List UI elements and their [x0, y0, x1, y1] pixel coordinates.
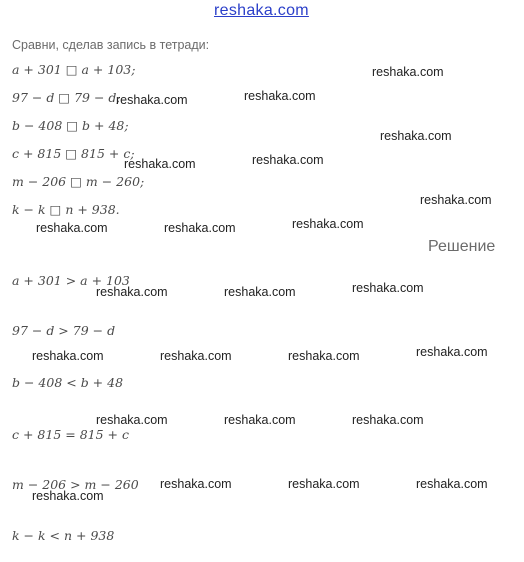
watermark: reshaka.com	[372, 65, 444, 79]
task-expression: m − 206 □ m − 260;	[12, 174, 145, 189]
watermark: reshaka.com	[244, 89, 316, 103]
watermark: reshaka.com	[160, 477, 232, 491]
watermark: reshaka.com	[416, 345, 488, 359]
solution-expression: c + 815 = 815 + c	[12, 427, 129, 442]
task-expression: a + 301 □ a + 103;	[12, 62, 136, 77]
task-expression: 97 − d □ 79 − d;	[12, 90, 121, 105]
solution-expression: b − 408 < b + 48	[12, 375, 124, 390]
solution-expression: 97 − d > 79 − d	[12, 323, 116, 338]
watermark: reshaka.com	[36, 221, 108, 235]
watermark: reshaka.com	[380, 129, 452, 143]
watermark: reshaka.com	[288, 477, 360, 491]
watermark: reshaka.com	[124, 157, 196, 171]
watermark: reshaka.com	[352, 413, 424, 427]
solution-expression: k − k < n + 938	[12, 528, 115, 543]
task-instruction: Сравни, сделав запись в тетради:	[12, 38, 210, 52]
watermark: reshaka.com	[416, 477, 488, 491]
watermark: reshaka.com	[288, 349, 360, 363]
solution-expression: m − 206 > m − 260	[12, 477, 139, 492]
site-title[interactable]: reshaka.com	[214, 2, 309, 19]
solution-expression: a + 301 > a + 103	[12, 273, 130, 288]
task-expression: c + 815 □ 815 + c;	[12, 146, 135, 161]
watermark: reshaka.com	[292, 217, 364, 231]
watermark: reshaka.com	[96, 413, 168, 427]
watermark: reshaka.com	[32, 489, 104, 503]
task-expression: k − k □ n + 938.	[12, 202, 120, 217]
task-expression: b − 408 □ b + 48;	[12, 118, 129, 133]
watermark: reshaka.com	[96, 285, 168, 299]
watermark: reshaka.com	[32, 349, 104, 363]
watermark: reshaka.com	[252, 153, 324, 167]
watermark: reshaka.com	[164, 221, 236, 235]
watermark: reshaka.com	[224, 413, 296, 427]
watermark: reshaka.com	[224, 285, 296, 299]
watermark: reshaka.com	[420, 193, 492, 207]
watermark: reshaka.com	[352, 281, 424, 295]
watermark: reshaka.com	[116, 93, 188, 107]
watermark: reshaka.com	[160, 349, 232, 363]
solution-title: Решение	[428, 238, 496, 255]
